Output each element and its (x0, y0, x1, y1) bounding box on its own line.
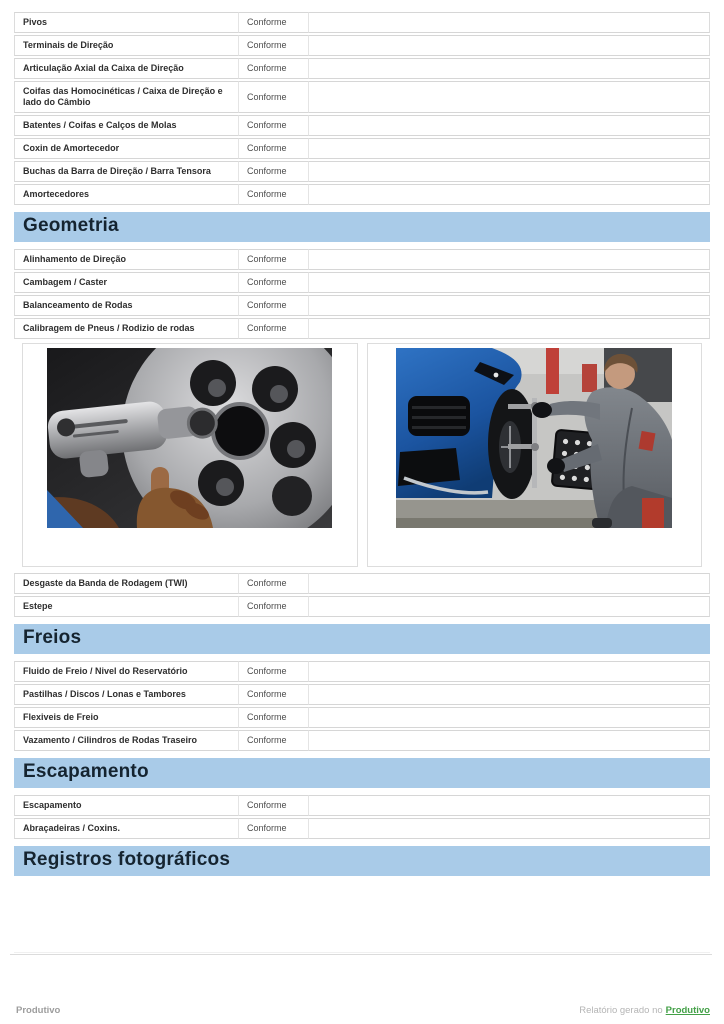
item-label-cell: Flexiveis de Freio (14, 707, 239, 728)
checklist-row (14, 115, 710, 136)
status-cell: Conforme (239, 272, 309, 293)
section-header-geometria (14, 212, 710, 242)
status-cell: Conforme (239, 318, 309, 339)
checklist-row (14, 249, 710, 270)
checklist-row (14, 573, 710, 594)
status-cell: Conforme (239, 81, 309, 113)
footer-generated-text: Relatório gerado no (579, 1005, 663, 1016)
status-cell: Conforme (239, 661, 309, 682)
status-cell: Conforme (239, 573, 309, 594)
item-label-cell: Pastilhas / Discos / Lonas e Tambores (14, 684, 239, 705)
checklist-table-geometria (14, 247, 710, 341)
notes-cell (309, 661, 710, 682)
photo-cell-left (22, 343, 358, 567)
checklist-table-top (14, 10, 710, 207)
item-label-cell: Fluido de Freio / Nivel do Reservatório (14, 661, 239, 682)
section-title: Registros fotográficos (23, 849, 231, 870)
wheel-alignment-photo (396, 348, 672, 528)
notes-cell (309, 684, 710, 705)
notes-cell (309, 184, 710, 205)
item-label-cell: Terminais de Direção (14, 35, 239, 56)
checklist-row (14, 795, 710, 816)
notes-cell (309, 295, 710, 316)
footer-produtivo-link[interactable]: Produtivo (665, 1005, 710, 1016)
item-label-cell: Amortecedores (14, 184, 239, 205)
notes-cell (309, 249, 710, 270)
item-label-cell: Calibragem de Pneus / Rodizio de rodas (14, 318, 239, 339)
status-cell: Conforme (239, 35, 309, 56)
checklist-row (14, 35, 710, 56)
item-label-cell: Desgaste da Banda de Rodagem (TWI) (14, 573, 239, 594)
status-cell: Conforme (239, 161, 309, 182)
item-label-cell: Cambagem / Caster (14, 272, 239, 293)
status-cell: Conforme (239, 249, 309, 270)
status-cell: Conforme (239, 684, 309, 705)
status-cell: Conforme (239, 730, 309, 751)
checklist-table-escapamento (14, 793, 710, 841)
notes-cell (309, 573, 710, 594)
item-label-cell: Articulação Axial da Caixa de Direção (14, 58, 239, 79)
footer-divider (10, 954, 712, 955)
notes-cell (309, 138, 710, 159)
checklist-row (14, 707, 710, 728)
checklist-row (14, 596, 710, 617)
item-label-cell: Buchas da Barra de Direção / Barra Tensora (14, 161, 239, 182)
section-title: Freios (23, 627, 82, 648)
notes-cell (309, 35, 710, 56)
checklist-row (14, 661, 710, 682)
status-cell: Conforme (239, 295, 309, 316)
section-header-freios (14, 624, 710, 654)
registros-empty-area (14, 881, 710, 953)
notes-cell (309, 707, 710, 728)
status-cell: Conforme (239, 707, 309, 728)
wheel-lug-tightening-photo (47, 348, 332, 528)
checklist-row (14, 318, 710, 339)
notes-cell (309, 272, 710, 293)
item-label-cell: Abraçadeiras / Coxins. (14, 818, 239, 839)
notes-cell (309, 58, 710, 79)
item-label-cell: Vazamento / Cilindros de Rodas Traseiro (14, 730, 239, 751)
notes-cell (309, 81, 710, 113)
item-label-cell: Balanceamento de Rodas (14, 295, 239, 316)
checklist-row (14, 730, 710, 751)
status-cell: Conforme (239, 58, 309, 79)
status-cell: Conforme (239, 138, 309, 159)
notes-cell (309, 818, 710, 839)
checklist-row (14, 138, 710, 159)
checklist-row (14, 272, 710, 293)
status-cell: Conforme (239, 184, 309, 205)
item-label-cell: Alinhamento de Direção (14, 249, 239, 270)
notes-cell (309, 318, 710, 339)
notes-cell (309, 596, 710, 617)
item-label-cell: Pivos (14, 12, 239, 33)
section-header-registros-fotograficos (14, 846, 710, 876)
checklist-row (14, 184, 710, 205)
checklist-row (14, 58, 710, 79)
photo-grid (14, 343, 710, 567)
footer-generated-note (579, 1005, 710, 1016)
checklist-table-freios (14, 659, 710, 753)
notes-cell (309, 730, 710, 751)
page-footer (16, 1005, 710, 1016)
item-label-cell: Coifas das Homocinéticas / Caixa de Direção e lado do Câmbio (14, 81, 239, 113)
item-label-cell: Coxin de Amortecedor (14, 138, 239, 159)
status-cell: Conforme (239, 818, 309, 839)
checklist-row (14, 295, 710, 316)
notes-cell (309, 12, 710, 33)
status-cell: Conforme (239, 596, 309, 617)
item-label-cell: Estepe (14, 596, 239, 617)
status-cell: Conforme (239, 795, 309, 816)
notes-cell (309, 161, 710, 182)
checklist-table-geometria-2 (14, 571, 710, 619)
checklist-row (14, 161, 710, 182)
item-label-cell: Batentes / Coifas e Calços de Molas (14, 115, 239, 136)
status-cell: Conforme (239, 115, 309, 136)
checklist-row (14, 12, 710, 33)
checklist-row (14, 81, 710, 113)
photo-cell-right (367, 343, 703, 567)
footer-brand: Produtivo (16, 1005, 61, 1016)
status-cell: Conforme (239, 12, 309, 33)
section-header-escapamento (14, 758, 710, 788)
checklist-row (14, 818, 710, 839)
section-title: Escapamento (23, 761, 149, 782)
notes-cell (309, 115, 710, 136)
checklist-row (14, 684, 710, 705)
notes-cell (309, 795, 710, 816)
item-label-cell: Escapamento (14, 795, 239, 816)
section-title: Geometria (23, 215, 119, 236)
